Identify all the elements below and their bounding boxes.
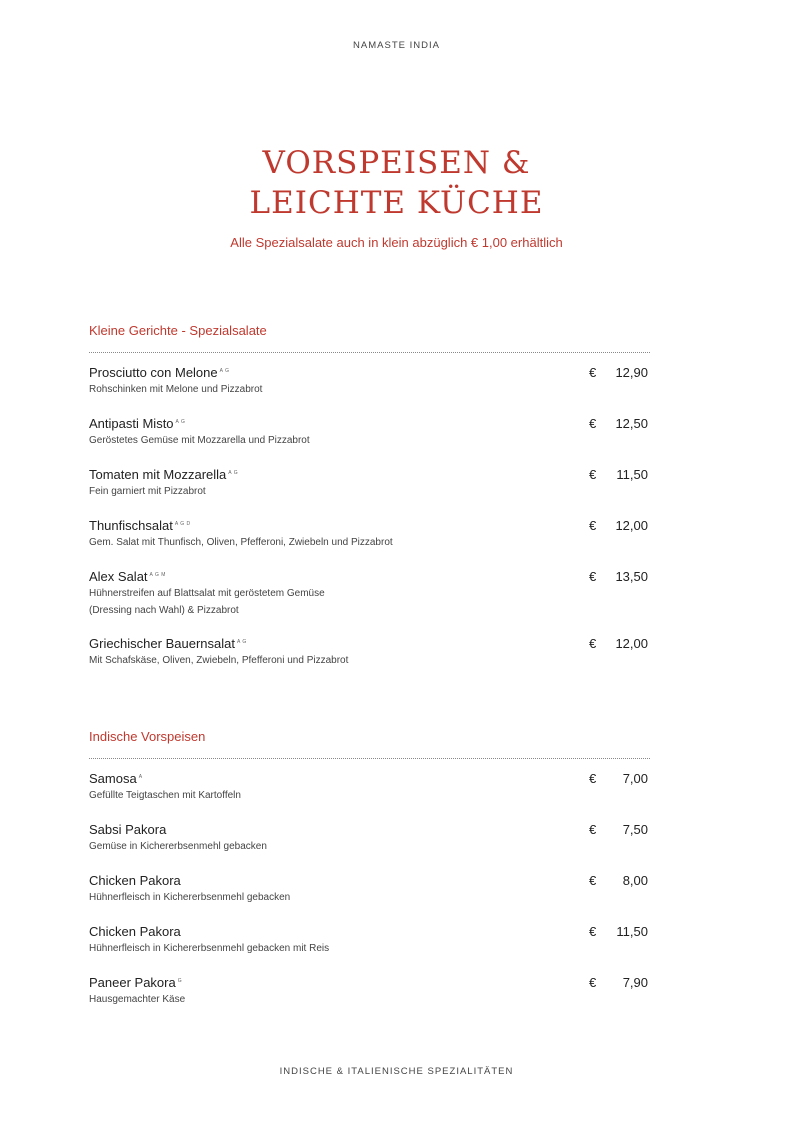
page-subtitle: Alle Spezialsalate auch in klein abzüglich € 1,00 erhältlich xyxy=(230,235,563,250)
item-name-text: Thunfischsalat xyxy=(89,518,173,533)
item-description: Fein garniert mit Pizzabrot xyxy=(89,486,206,497)
menu-item xyxy=(89,872,650,906)
menu-item xyxy=(89,635,650,669)
item-name-text: Tomaten mit Mozzarella xyxy=(89,467,227,482)
allergen-codes: A G xyxy=(175,419,186,425)
item-price: 11,50 xyxy=(616,924,648,939)
header-brand: NAMASTE INDIA xyxy=(353,40,440,51)
item-name xyxy=(89,872,650,890)
item-description: Geröstetes Gemüse mit Mozzarella und Pizzabrot xyxy=(89,435,310,446)
item-name xyxy=(89,974,650,992)
item-price: 12,00 xyxy=(615,518,648,533)
allergen-codes: A G M xyxy=(149,572,166,578)
item-name-text: Samosa xyxy=(89,771,137,786)
currency-symbol: € xyxy=(589,467,597,482)
item-price: 7,00 xyxy=(622,771,648,786)
allergen-codes: A xyxy=(138,774,143,780)
item-description: Gem. Salat mit Thunfisch, Oliven, Pfefferoni, Zwiebeln und Pizzabrot xyxy=(89,537,393,548)
menu-item xyxy=(89,923,650,957)
item-price: 11,50 xyxy=(616,467,648,482)
allergen-codes: A G xyxy=(236,639,247,645)
item-name-text: Antipasti Misto xyxy=(89,416,174,431)
menu-item xyxy=(89,364,650,398)
item-name xyxy=(89,821,650,839)
item-name-text: Prosciutto con Melone xyxy=(89,365,218,380)
menu-item xyxy=(89,770,650,804)
section-indische-vorspeisen xyxy=(89,727,650,1005)
page-title-line-2: LEICHTE KÜCHE xyxy=(249,185,544,221)
footer-tagline: INDISCHE & ITALIENISCHE SPEZIALITÄTEN xyxy=(279,1066,514,1077)
section-divider xyxy=(89,352,650,353)
currency-symbol: € xyxy=(589,518,597,533)
allergen-codes: A G xyxy=(219,368,230,374)
currency-symbol: € xyxy=(589,771,597,786)
currency-symbol: € xyxy=(589,636,597,651)
item-name-text: Paneer Pakora xyxy=(89,975,176,990)
item-price: 7,90 xyxy=(622,975,648,990)
section-title: Indische Vorspeisen xyxy=(89,729,206,744)
item-description: Gefüllte Teigtaschen mit Kartoffeln xyxy=(89,790,241,801)
item-description-line-2: (Dressing nach Wahl) & Pizzabrot xyxy=(89,605,239,616)
item-name xyxy=(89,415,650,433)
item-name-text: Chicken Pakora xyxy=(89,924,181,939)
item-description: Gemüse in Kichererbsenmehl gebacken xyxy=(89,841,267,852)
currency-symbol: € xyxy=(589,822,597,837)
item-description: Mit Schafskäse, Oliven, Zwiebeln, Pfefferoni und Pizzabrot xyxy=(89,655,349,666)
menu-item xyxy=(89,821,650,855)
item-description: Hühnerfleisch in Kichererbsenmehl gebacken xyxy=(89,892,291,903)
item-price: 12,00 xyxy=(615,636,648,651)
allergen-codes: G xyxy=(177,978,183,984)
currency-symbol: € xyxy=(589,365,597,380)
item-description: Hühnerfleisch in Kichererbsenmehl gebacken mit Reis xyxy=(89,943,330,954)
item-name xyxy=(89,517,650,535)
item-name xyxy=(89,770,650,788)
currency-symbol: € xyxy=(589,569,597,584)
item-price: 12,50 xyxy=(615,416,648,431)
menu-item xyxy=(89,974,650,1008)
item-name-text: Alex Salat xyxy=(89,569,148,584)
item-name-text: Sabsi Pakora xyxy=(89,822,167,837)
section-kleine-gerichte xyxy=(89,321,650,666)
item-name-text: Griechischer Bauernsalat xyxy=(89,636,235,651)
item-description: Rohschinken mit Melone und Pizzabrot xyxy=(89,384,263,395)
currency-symbol: € xyxy=(589,924,597,939)
item-price: 12,90 xyxy=(615,365,648,380)
item-name xyxy=(89,923,650,941)
currency-symbol: € xyxy=(589,975,597,990)
item-price: 7,50 xyxy=(622,822,648,837)
page-title xyxy=(0,143,793,223)
item-price: 13,50 xyxy=(615,569,648,584)
section-title: Kleine Gerichte - Spezialsalate xyxy=(89,323,267,338)
menu-item xyxy=(89,568,650,619)
allergen-codes: A G D xyxy=(174,521,191,527)
menu-item xyxy=(89,517,650,551)
item-price: 8,00 xyxy=(622,873,648,888)
currency-symbol: € xyxy=(589,873,597,888)
currency-symbol: € xyxy=(589,416,597,431)
section-divider xyxy=(89,758,650,759)
menu-item xyxy=(89,466,650,500)
item-name-text: Chicken Pakora xyxy=(89,873,181,888)
item-description: Hausgemachter Käse xyxy=(89,994,186,1005)
item-name xyxy=(89,364,650,382)
item-name xyxy=(89,568,650,586)
page-title-line-1: VORSPEISEN & xyxy=(262,145,531,181)
allergen-codes: A G xyxy=(228,470,239,476)
item-name xyxy=(89,466,650,484)
item-description: Hühnerstreifen auf Blattsalat mit geröstetem Gemüse xyxy=(89,588,325,599)
item-name xyxy=(89,635,650,653)
menu-item xyxy=(89,415,650,449)
